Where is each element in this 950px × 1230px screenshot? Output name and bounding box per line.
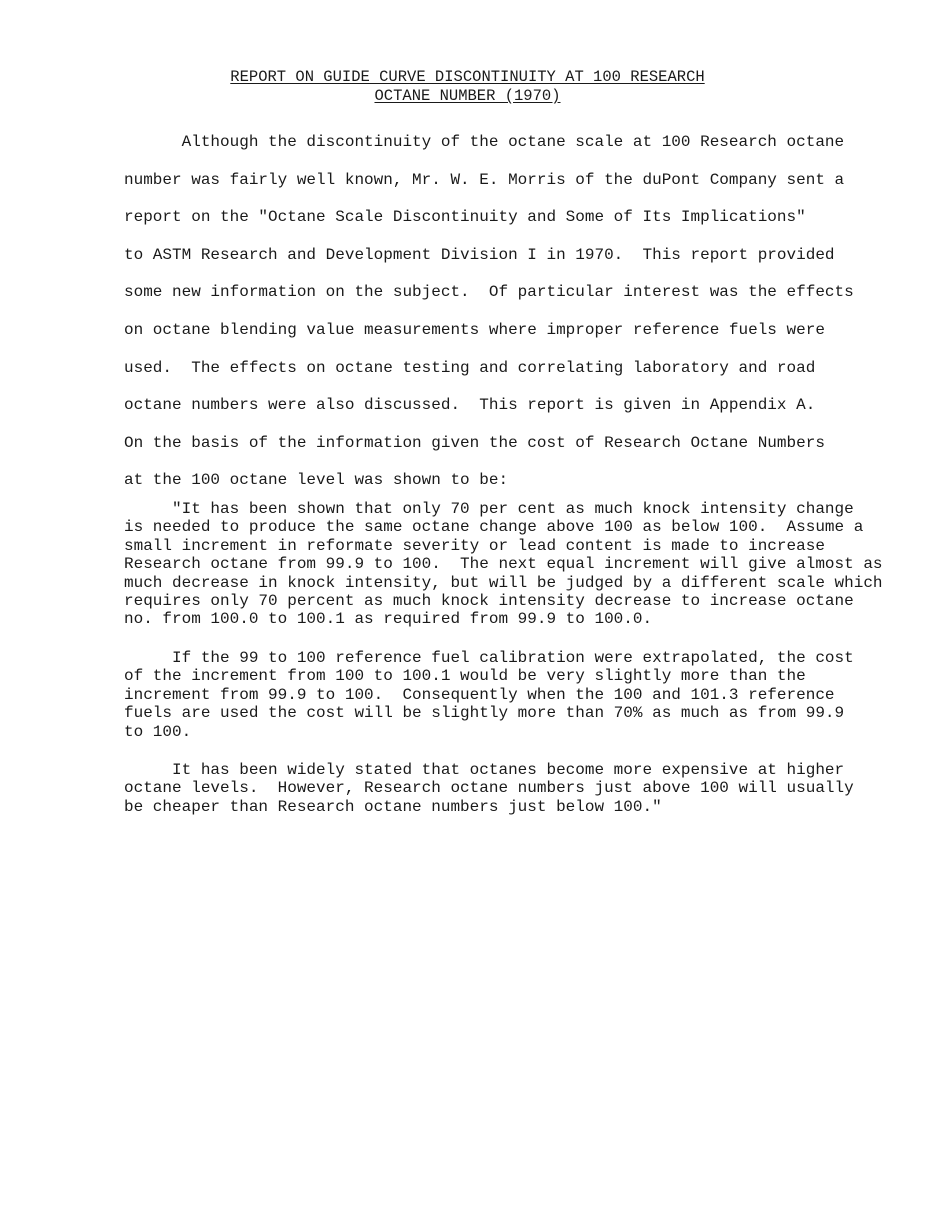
text-line: number was fairly well known, Mr. W. E. Morris of the duPont Company sent a xyxy=(124,170,845,189)
title-line-1: REPORT ON GUIDE CURVE DISCONTINUITY AT 100 RESEARCH xyxy=(230,68,705,86)
text-line: be cheaper than Research octane numbers just below 100." xyxy=(124,797,662,816)
text-line: to 100. xyxy=(124,722,192,741)
quote-paragraph-2 xyxy=(124,649,884,741)
text-line: at the 100 octane level was shown to be: xyxy=(124,471,509,490)
text-line: On the basis of the information given the cost of Research Octane Numbers xyxy=(124,433,825,452)
text-line: "It has been shown that only 70 per cent as much knock intensity change xyxy=(124,500,854,518)
text-line: Although the discontinuity of the octane scale at 100 Research octane xyxy=(124,133,845,151)
intro-paragraph xyxy=(124,124,884,500)
text-line: of the increment from 100 to 100.1 would be very slightly more than the xyxy=(124,667,806,686)
quote-paragraph-3 xyxy=(124,761,884,816)
text-line: Research octane from 99.9 to 100. The next equal increment will give almost as xyxy=(124,555,883,574)
text-line: increment from 99.9 to 100. Consequently when the 100 and 101.3 reference xyxy=(124,685,835,704)
text-line: report on the "Octane Scale Discontinuity and Some of Its Implications" xyxy=(124,208,806,227)
text-line: It has been widely stated that octanes become more expensive at higher xyxy=(124,761,845,779)
text-line: to ASTM Research and Development Division I in 1970. This report provided xyxy=(124,245,835,264)
text-line: some new information on the subject. Of particular interest was the effects xyxy=(124,283,854,302)
text-line: no. from 100.0 to 100.1 as required from 99.9 to 100.0. xyxy=(124,610,653,629)
text-line: much decrease in knock intensity, but will be judged by a different scale which xyxy=(124,573,883,592)
title-line-2: OCTANE NUMBER (1970) xyxy=(374,87,561,105)
text-line: is needed to produce the same octane change above 100 as below 100. Assume a xyxy=(124,518,864,537)
page-title xyxy=(0,68,935,106)
text-line: octane levels. However, Research octane numbers just above 100 will usually xyxy=(124,779,854,798)
text-line: If the 99 to 100 reference fuel calibration were extrapolated, the cost xyxy=(124,649,854,667)
text-line: fuels are used the cost will be slightly more than 70% as much as from 99.9 xyxy=(124,704,845,723)
text-line: requires only 70 percent as much knock intensity decrease to increase octane xyxy=(124,592,854,611)
text-line: on octane blending value measurements where improper reference fuels were xyxy=(124,320,825,339)
text-line: small increment in reformate severity or lead content is made to increase xyxy=(124,536,825,555)
text-line: used. The effects on octane testing and correlating laboratory and road xyxy=(124,358,816,377)
text-line: octane numbers were also discussed. This report is given in Appendix A. xyxy=(124,396,816,415)
quote-paragraph-1 xyxy=(124,500,884,629)
